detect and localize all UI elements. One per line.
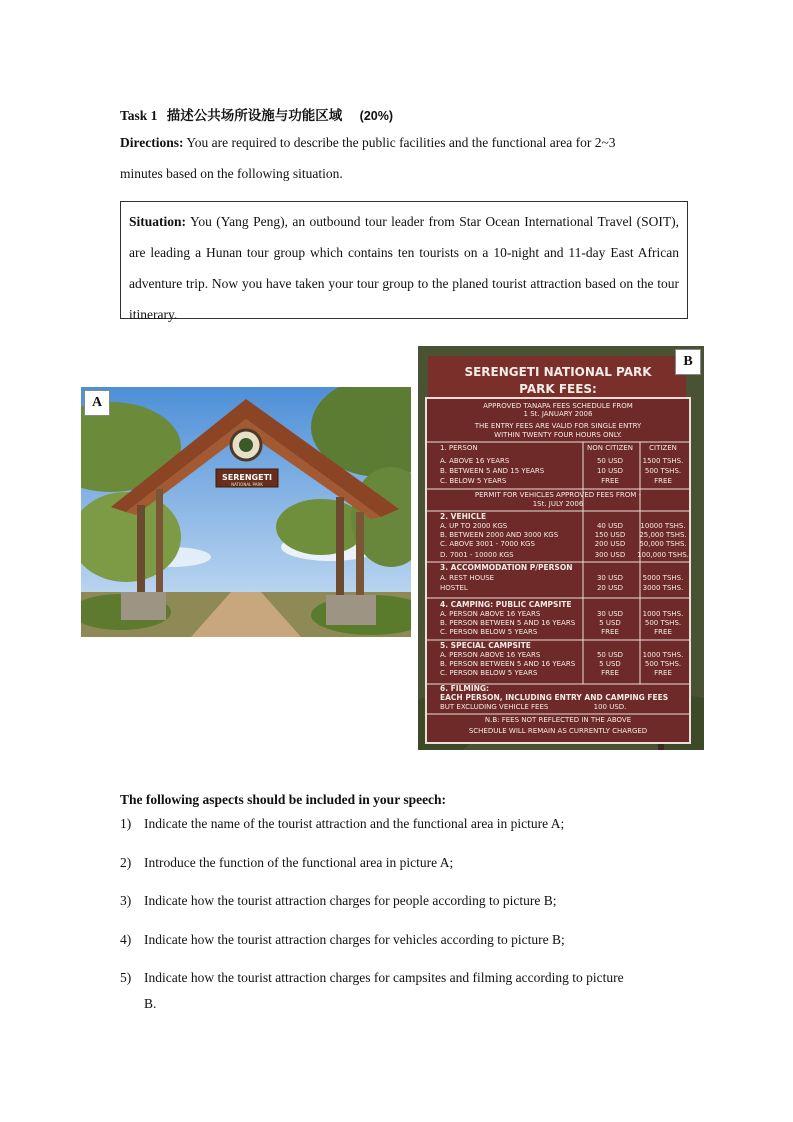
sign-line: 20 USD	[596, 584, 624, 592]
aspect-text: Indicate how the tourist attraction charges for people according to picture B;	[144, 893, 557, 908]
sign-line: A. ABOVE 16 YEARS	[440, 457, 510, 465]
sign-line: FREE	[654, 628, 672, 636]
sign-line: WITHIN TWENTY FOUR HOURS ONLY.	[494, 431, 622, 439]
sign-line: A. UP TO 2000 KGS	[440, 522, 508, 530]
aspect-item-5-continued	[120, 996, 680, 1012]
sign-line: FREE	[654, 669, 672, 677]
fee-sign-illustration	[418, 346, 704, 750]
sign-line: C. ABOVE 3001 - 7000 KGS	[440, 540, 535, 548]
sign-line: C. BELOW 5 YEARS	[440, 477, 507, 485]
aspect-number: 4)	[120, 932, 132, 947]
sign-line: THE ENTRY FEES ARE VALID FOR SINGLE ENTRY	[474, 422, 642, 430]
aspect-number: 5)	[120, 970, 132, 985]
sign-line: A. PERSON ABOVE 16 YEARS	[440, 651, 541, 659]
aspect-text: Indicate how the tourist attraction charges for vehicles according to picture B;	[144, 932, 565, 947]
sign-line: 50,000 TSHS.	[639, 540, 687, 548]
aspect-text: Indicate how the tourist attraction charges for campsites and filming according to picture	[144, 970, 624, 985]
sign-line: APPROVED TANAPA FEES SCHEDULE FROM	[483, 402, 633, 410]
aspect-item-1	[120, 816, 680, 832]
sign-line: SCHEDULE WILL REMAIN AS CURRENTLY CHARGED	[468, 727, 648, 735]
task-percent: (20%)	[359, 109, 393, 123]
sign-line: 25,000 TSHS.	[639, 531, 687, 539]
directions-line2: minutes based on the following situation.	[120, 166, 343, 181]
gate-sign-text: SERENGETI	[221, 473, 273, 482]
sign-line: 10 USD	[596, 467, 624, 475]
aspect-number: 1)	[120, 816, 132, 831]
sign-line: 40 USD	[596, 522, 624, 530]
task-number: Task 1	[120, 108, 158, 123]
sign-line: 150 USD	[594, 531, 626, 539]
sign-line: BUT EXCLUDING VEHICLE FEES	[440, 703, 549, 711]
sign-line: 500 TSHS.	[644, 619, 682, 627]
sign-line: 50 USD	[596, 457, 624, 465]
sign-line: 500 TSHS.	[644, 660, 682, 668]
situation-label: Situation:	[129, 214, 187, 229]
sign-line: 30 USD	[596, 574, 624, 582]
sign-line: FREE	[601, 628, 619, 636]
sign-line: 5 USD	[599, 660, 621, 668]
sign-line: 1000 TSHS.	[642, 610, 684, 618]
sign-line: CITIZEN	[649, 444, 677, 452]
sign-line: FREE	[654, 477, 672, 485]
situation-box	[120, 201, 688, 322]
sign-line: C. PERSON BELOW 5 YEARS	[440, 669, 538, 677]
sign-subtitle: PARK FEES:	[519, 382, 597, 396]
sign-line: 3000 TSHS.	[642, 584, 684, 592]
directions-text: You are required to describe the public facilities and the functional area for 2~3	[186, 135, 616, 150]
sign-line: 30 USD	[596, 610, 624, 618]
sign-line: HOSTEL	[440, 584, 468, 592]
sign-line: 1500 TSHS.	[642, 457, 684, 465]
aspect-text: Introduce the function of the functional area in picture A;	[144, 855, 454, 870]
sign-line: 3. ACCOMMODATION P/PERSON	[440, 563, 573, 572]
picture-a-gate-photo	[81, 387, 411, 637]
sign-line: 200 USD	[594, 540, 626, 548]
aspect-item-3	[120, 893, 680, 909]
aspects-heading: The following aspects should be included in your speech:	[120, 792, 447, 807]
sign-line: PERMIT FOR VEHICLES APPROVED FEES FROM -	[474, 491, 642, 499]
aspect-item-5	[120, 970, 680, 986]
sign-line: 100 USD.	[593, 703, 627, 711]
directions-line1	[120, 135, 673, 151]
sign-line: 1 St. JANUARY 2006	[523, 410, 593, 418]
sign-line: B. BETWEEN 2000 AND 3000 KGS	[440, 531, 559, 539]
task-title	[120, 104, 393, 124]
sign-line: 2. VEHICLE	[440, 512, 487, 521]
directions-label: Directions:	[120, 135, 184, 150]
picture-b-label: B	[675, 349, 701, 375]
sign-line: FREE	[601, 669, 619, 677]
situation-text: You (Yang Peng), an outbound tour leader from Star Ocean International Travel (SOIT), are leading a Hunan tour group which contains ten tourists on a 10-night and 11-day East African adventure trip. Now you have taken your tour group to the planed tourist attraction based on the tour itinerary.	[129, 214, 679, 322]
sign-line: 300 USD	[594, 551, 626, 559]
sign-line: FREE	[601, 477, 619, 485]
task-title-cn: 描述公共场所设施与功能区域	[166, 108, 343, 123]
gate-illustration	[81, 387, 411, 637]
sign-line: 500 TSHS.	[644, 467, 682, 475]
sign-line: B. PERSON BETWEEN 5 AND 16 YEARS	[440, 660, 576, 668]
sign-line: B. BETWEEN 5 AND 15 YEARS	[440, 467, 545, 475]
sign-line: EACH PERSON, INCLUDING ENTRY AND CAMPING FEES	[440, 693, 669, 702]
sign-line: N.B: FEES NOT REFLECTED IN THE ABOVE	[484, 716, 632, 724]
aspect-number: 2)	[120, 855, 132, 870]
sign-line: 5. SPECIAL CAMPSITE	[440, 641, 531, 650]
picture-b-fees-sign-photo	[418, 346, 704, 750]
picture-a-label: A	[84, 390, 110, 416]
sign-line: 1000 TSHS.	[642, 651, 684, 659]
sign-line: A. REST HOUSE	[440, 574, 495, 582]
sign-line: 5 USD	[599, 619, 621, 627]
sign-line: NON CITIZEN	[587, 444, 633, 452]
sign-line: C. PERSON BELOW 5 YEARS	[440, 628, 538, 636]
aspect-item-4	[120, 932, 680, 948]
sign-line: 6. FILMING:	[440, 684, 490, 693]
sign-line: 5000 TSHS.	[642, 574, 684, 582]
aspect-text: Indicate the name of the tourist attraction and the functional area in picture A;	[144, 816, 565, 831]
gate-sign-subtext: NATIONAL PARK	[231, 482, 263, 487]
aspect-text-continued: B.	[144, 996, 157, 1011]
aspect-number: 3)	[120, 893, 132, 908]
aspect-item-2	[120, 855, 680, 871]
sign-line: 10000 TSHS.	[640, 522, 686, 530]
sign-title: SERENGETI NATIONAL PARK	[464, 365, 652, 379]
sign-line: 1St. JULY 2006	[532, 500, 584, 508]
sign-line: 50 USD	[596, 651, 624, 659]
sign-line: A. PERSON ABOVE 16 YEARS	[440, 610, 541, 618]
sign-line: D. 7001 - 10000 KGS	[440, 551, 514, 559]
sign-line: 100,000 TSHS.	[637, 551, 689, 559]
sign-line: 1. PERSON	[440, 444, 478, 452]
sign-line: B. PERSON BETWEEN 5 AND 16 YEARS	[440, 619, 576, 627]
sign-line: 4. CAMPING: PUBLIC CAMPSITE	[440, 600, 572, 609]
